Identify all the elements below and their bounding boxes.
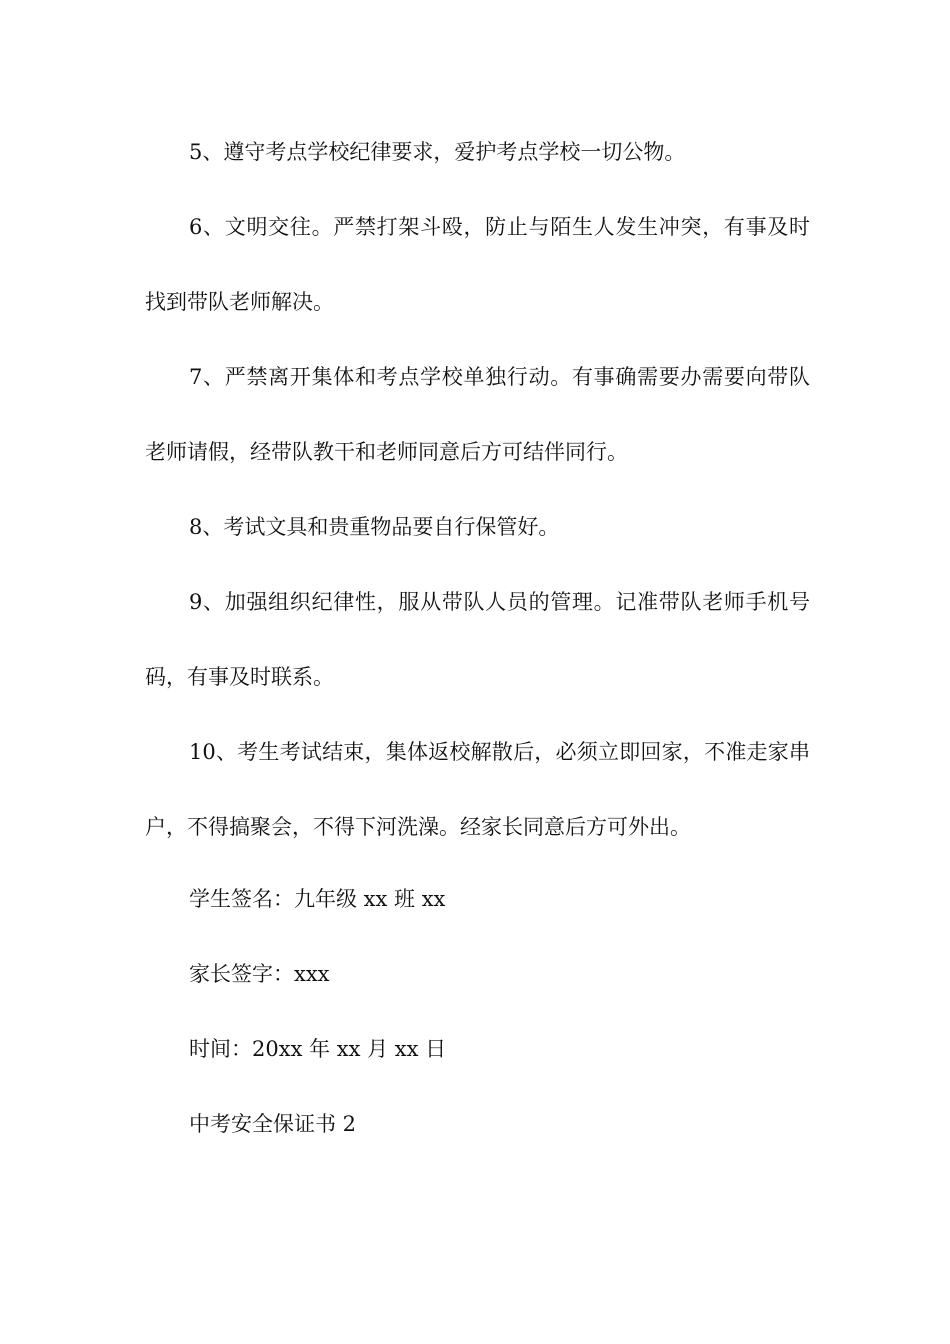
paragraph-10: 10、考生考试结束，集体返校解散后，必须立即回家，不准走家串户，不得搞聚会，不得下河洗澡。经家长同意后方可外出。	[145, 740, 810, 839]
paragraph-5: 5、遵守考点学校纪律要求，爱护考点学校一切公物。	[189, 140, 686, 164]
paragraph-9: 9、加强组织纪律性，服从带队人员的管理。记准带队老师手机号码，有事及时联系。	[145, 590, 810, 689]
student-signature: 学生签名：九年级 xx 班 xx	[189, 887, 446, 911]
paragraph-6: 6、文明交往。严禁打架斗殴，防止与陌生人发生冲突，有事及时找到带队老师解决。	[145, 215, 810, 314]
paragraph-7: 7、严禁离开集体和考点学校单独行动。有事确需要办需要向带队老师请假，经带队教干和老师同意后方可结伴同行。	[145, 365, 810, 464]
date-line: 时间：20xx 年 xx 月 xx 日	[189, 1037, 447, 1061]
next-section-title: 中考安全保证书 2	[189, 1112, 357, 1136]
parent-signature: 家长签字：xxx	[189, 962, 330, 986]
paragraph-8: 8、考试文具和贵重物品要自行保管好。	[189, 515, 560, 539]
